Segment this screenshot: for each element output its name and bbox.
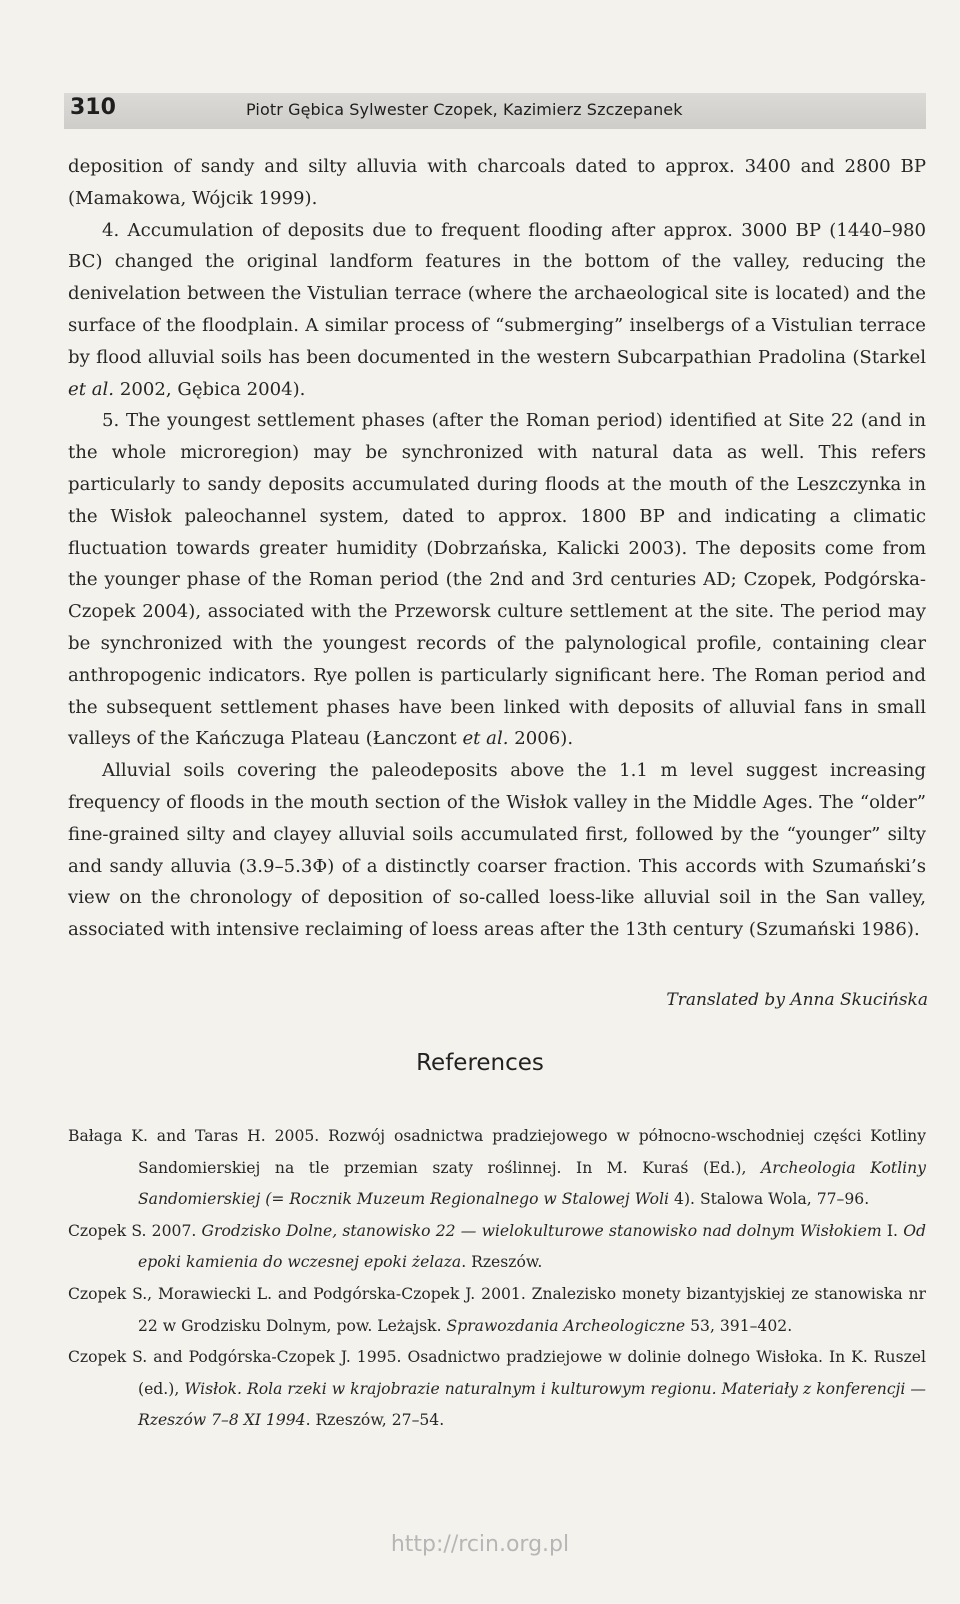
paragraph-text: Alluvial soils covering the paleodeposits above the 1.1 m level suggest increasing frequency of floods in the mouth section of the Wisłok valley in the Middle Ages. The “older” fine-grained silty and clayey alluvial soils accumulated first, followed by the “younger” silty and sandy alluvia (3.9–5.3Φ) of a distinctly coarser fraction. This accords with Szumański’s view on the chronology of deposition of so-called loess-like alluvial soil in the San valley, associated with intensive reclaiming of loess areas after the 13th century (Szumański 1986).	[68, 760, 926, 941]
paragraph-point-5	[68, 405, 926, 755]
references-heading: References	[416, 1050, 544, 1076]
reference-text: . Rzeszów.	[461, 1253, 543, 1272]
reference-text: I.	[881, 1221, 904, 1240]
reference-title: Sprawozdania Archeologiczne	[446, 1316, 686, 1335]
reference-text: 53, 391–402.	[685, 1316, 793, 1335]
reference-title: Archeologia Kotliny Sandomierskiej (= Rocznik Muzeum Regionalnego w Stalowej Woli	[138, 1158, 926, 1209]
reference-text: 4). Stalowa Wola, 77–96.	[669, 1190, 870, 1209]
paragraph-continuation	[68, 151, 926, 215]
reference-text: Bałaga K. and Taras H. 2005. Rozwój osadnictwa pradziejowego w północno-wschodniej części Kotliny Sandomierskiej na tle przemian szaty roślinnej. In M. Kuraś (Ed.),	[68, 1127, 926, 1177]
reference-text: Czopek S., Morawiecki L. and Podgórska-Czopek J. 2001. Znalezisko monety bizantyjskiej ze stanowiska nr 22 w Grodzisku Dolnym, pow. Leżajsk.	[68, 1284, 926, 1335]
reference-entry	[68, 1121, 926, 1216]
reference-text: Czopek S. 2007.	[68, 1221, 202, 1240]
reference-list	[68, 1121, 926, 1437]
paragraph-text: 2002, Gębica 2004).	[114, 378, 306, 400]
paragraph-alluvial-soils	[68, 755, 926, 946]
reference-text: . Rzeszów, 27–54.	[305, 1411, 445, 1430]
reference-entry	[68, 1216, 926, 1279]
body-text	[68, 151, 926, 946]
page-number: 310	[70, 95, 116, 120]
paragraph-text: 4. Accumulation of deposits due to frequent flooding after approx. 3000 BP (1440–980 BC) changed the original landform features in the bottom of the valley, reducing the denivelation between the Vistulian terrace (where the archaeological site is located) and the surface of the floodplain. A similar process of “submerging” inselbergs of a Vistulian terrace by flood alluvial soils has been documented in the western Subcarpathian Pradolina (Starkel	[68, 219, 926, 368]
reference-title: Wisłok. Rola rzeki w krajobrazie naturalnym i kulturowym regionu. Materiały z konferencji — Rzeszów 7–8 XI 1994	[138, 1379, 927, 1430]
reference-entry	[68, 1342, 926, 1437]
footer-url: http://rcin.org.pl	[390, 1532, 570, 1557]
reference-title: Od epoki kamienia do wczesnej epoki żelaza	[138, 1221, 926, 1272]
citation-et-al: et al.	[68, 378, 115, 400]
running-head-authors: Piotr Gębica Sylwester Czopek, Kazimierz Szczepanek	[246, 100, 683, 119]
paragraph-text: 2006).	[508, 728, 574, 750]
reference-text: Czopek S. and Podgórska-Czopek J. 1995. Osadnictwo pradziejowe w dolinie dolnego Wisłoka. In K. Ruszel (ed.),	[68, 1348, 926, 1398]
reference-entry	[68, 1279, 926, 1342]
translator-credit: Translated by Anna Skucińska	[666, 990, 928, 1010]
reference-title: Grodzisko Dolne, stanowisko 22 — wielokulturowe stanowisko nad dolnym Wisłokiem	[201, 1221, 882, 1240]
citation-et-al: et al.	[462, 728, 509, 750]
paragraph-text: 5. The youngest settlement phases (after the Roman period) identified at Site 22 (and in the whole microregion) may be synchronized with natural data as well. This refers particularly to sandy deposits accumulated during floods at the mouth of the Leszczynka in the Wisłok paleochannel system, dated to approx. 1800 BP and indicating a climatic fluctuation towards greater humidity (Dobrzańska, Kalicki 2003). The deposits come from the younger phase of the Roman period (the 2nd and 3rd centuries AD; Czopek, Podgórska-Czopek 2004), associated with the Przeworsk culture settlement at the site. The period may be synchronized with the youngest records of the palynological profile, containing clear anthropogenic indicators. Rye pollen is particularly significant here. The Roman period and the subsequent settlement phases have been linked with deposits of alluvial fans in small valleys of the Kańczuga Plateau (Łanczont	[68, 410, 926, 750]
paragraph-text: deposition of sandy and silty alluvia with charcoals dated to approx. 3400 and 2800 BP (Mamakowa, Wójcik 1999).	[68, 156, 926, 209]
paragraph-point-4	[68, 215, 926, 406]
running-header	[64, 93, 926, 129]
